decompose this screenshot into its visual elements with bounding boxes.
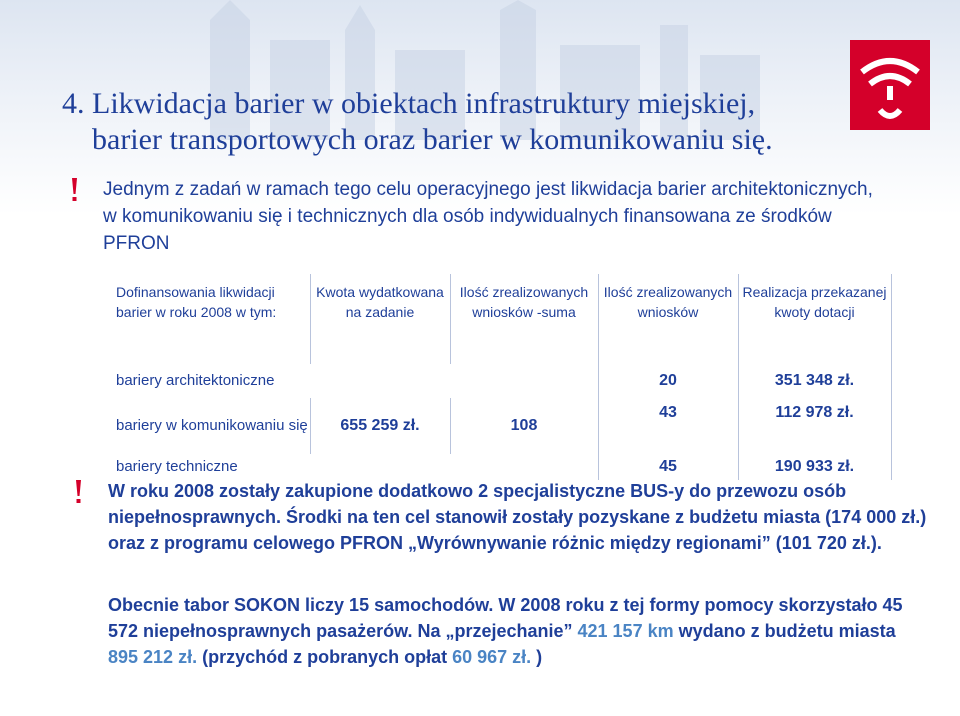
total-amount: 655 259 zł. bbox=[310, 398, 450, 454]
row-amount: 190 933 zł. bbox=[738, 454, 891, 480]
exclamation-bullet-icon bbox=[74, 480, 83, 504]
fleet-text-2: wydano z budżetu miasta bbox=[673, 621, 896, 641]
table-row bbox=[104, 398, 891, 454]
row-label: bariery architektoniczne bbox=[104, 364, 598, 398]
title-line-1: 4. Likwidacja barier w obiektach infrastruktury miejskiej, bbox=[62, 87, 756, 120]
row-amount: 351 348 zł. bbox=[738, 364, 891, 398]
row-label: bariery techniczne bbox=[104, 454, 598, 480]
table-header-row bbox=[104, 274, 891, 364]
fleet-budget: 895 212 zł. bbox=[108, 647, 198, 667]
title-line-2: barier transportowych oraz barier w komunikowaniu się. bbox=[92, 123, 773, 156]
page-title bbox=[62, 86, 852, 158]
fleet-fees: 60 967 zł. bbox=[452, 647, 532, 667]
row-count: 20 bbox=[598, 364, 738, 398]
table-row bbox=[104, 364, 891, 398]
fleet-text-3: (przychód z pobranych opłat bbox=[197, 647, 453, 667]
row-label: bariery w komunikowaniu się bbox=[104, 398, 310, 454]
fleet-km: 421 157 km bbox=[577, 621, 674, 641]
intro-paragraph: Jednym z zadań w ramach tego celu operacyjnego jest likwidacja barier architektonicznych, w komunikowaniu się i technicznych dla osób indywidualnych finansowana ze środków PFRON bbox=[103, 179, 873, 254]
header-applications: Ilość zrealizowanych wniosków bbox=[598, 274, 738, 364]
city-logo-icon bbox=[850, 40, 930, 130]
barrier-funding-table bbox=[104, 274, 892, 480]
header-amount-spent: Kwota wydatkowana na zadanie bbox=[310, 274, 450, 364]
total-count: 108 bbox=[450, 398, 598, 454]
fleet-paragraph bbox=[108, 592, 928, 670]
table-row bbox=[104, 454, 891, 480]
header-total-applications: Ilość zrealizowanych wniosków -suma bbox=[450, 274, 598, 364]
exclamation-bullet-icon bbox=[70, 178, 79, 202]
row-amount: 112 978 zł. bbox=[738, 398, 891, 454]
bus-purchase-paragraph: W roku 2008 zostały zakupione dodatkowo 2 specjalistyczne BUS-y do przewozu osób niepełnosprawnych. Środki na ten cel stanowił zostały pozyskane z budżetu miasta (174 000 zł.) oraz z programu celowego PFRON „Wyrównywanie różnic między regionami” (101 720 zł.). bbox=[108, 481, 927, 553]
fleet-text-1: Obecnie tabor SOKON liczy 15 samochodów. W 2008 roku z tej formy pomocy skorzystało 45 572 niepełnosprawnych pasażerów. Na „przejechanie” bbox=[108, 595, 903, 641]
header-category: Dofinansowania likwidacji barier w roku 2008 w tym: bbox=[104, 274, 310, 364]
header-grant-realization: Realizacja przekazanej kwoty dotacji bbox=[738, 274, 891, 364]
row-count: 43 bbox=[598, 398, 738, 454]
fleet-text-4: ) bbox=[531, 647, 543, 667]
row-count: 45 bbox=[598, 454, 738, 480]
